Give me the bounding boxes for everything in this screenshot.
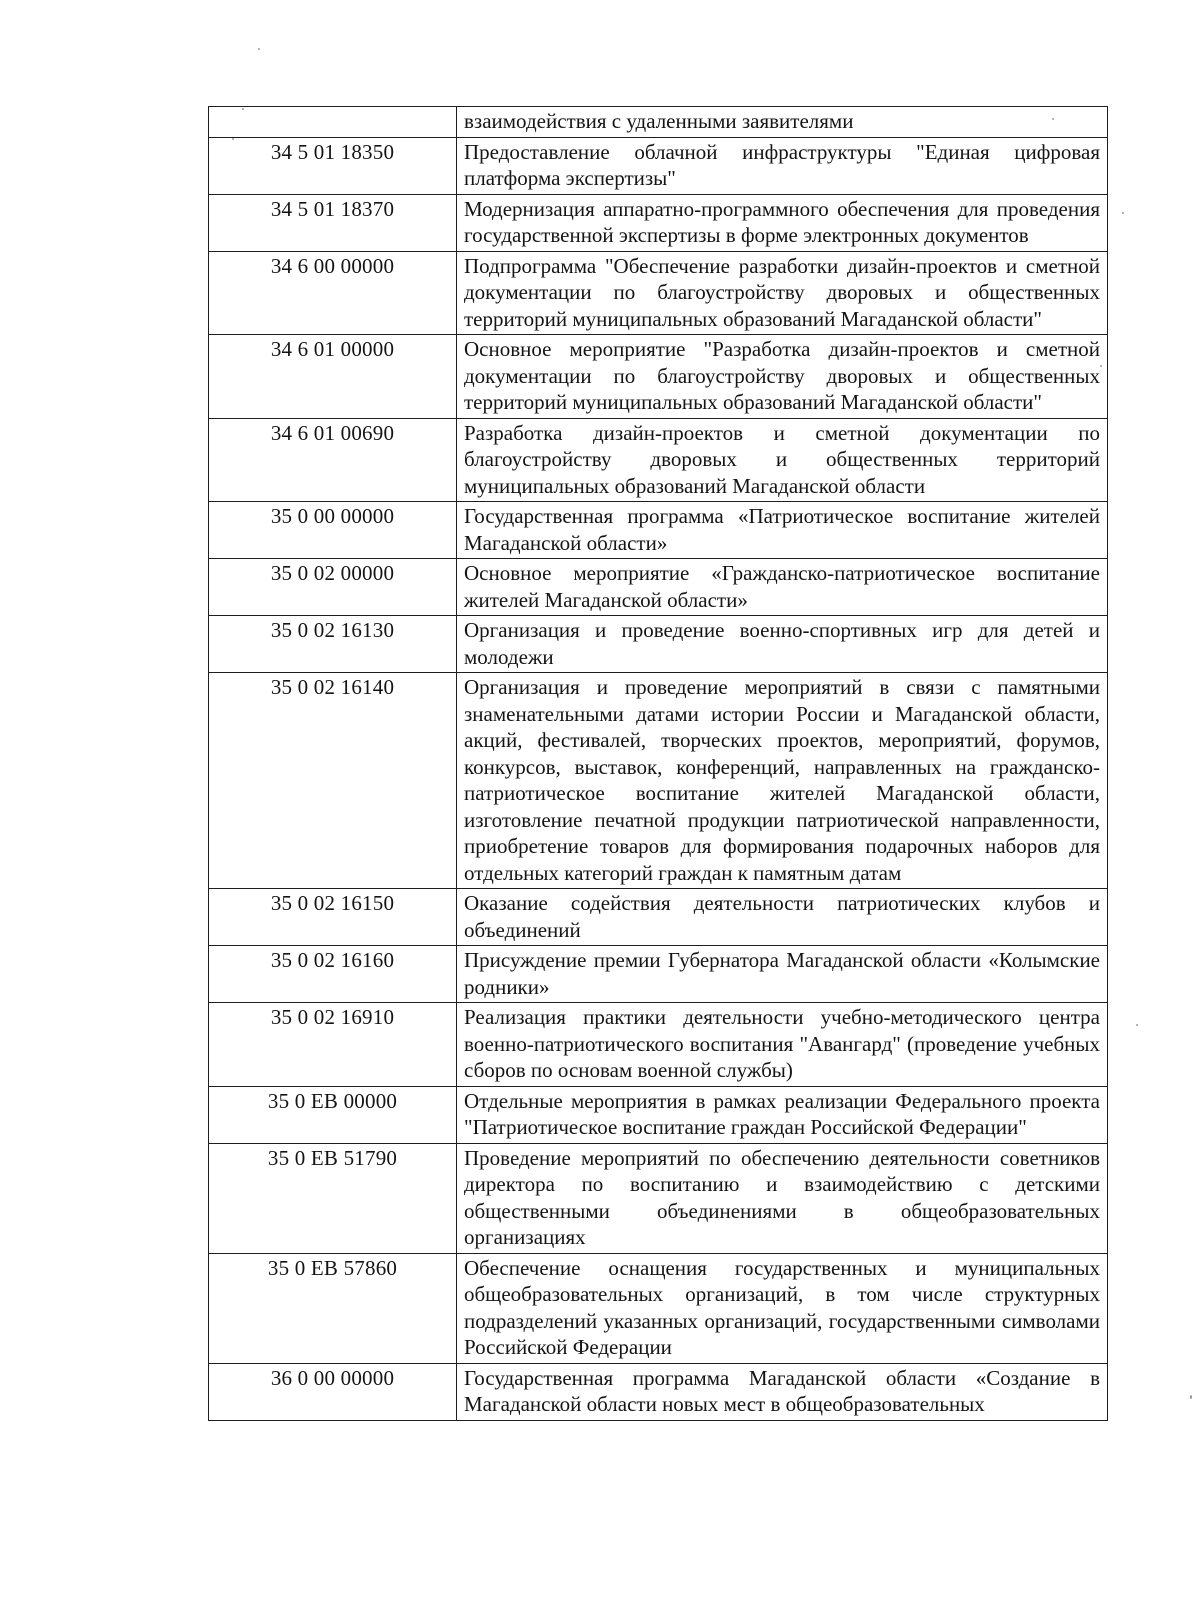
code-text: 34 6 01 00000 [270,337,395,361]
table-row [209,1086,1108,1143]
description-cell: Подпрограмма "Обеспечение разработки дизайн-проектов и сметной документации по благоустройству дворовых и общественных территорий муниципальных образований Магаданской области" [457,251,1108,335]
table-row [209,137,1108,194]
code-text: 35 0 02 16130 [270,618,395,642]
code-cell [209,889,457,946]
code-text: 35 0 02 16910 [270,1005,395,1029]
scan-speck [1052,118,1054,120]
code-cell [209,1003,457,1087]
description-cell: Основное мероприятие «Гражданско-патриотическое воспитание жителей Магаданской области» [457,559,1108,616]
table-row [209,418,1108,502]
description-cell: Разработка дизайн-проектов и сметной документации по благоустройству дворовых и общественных территорий муниципальных образований Магаданской области [457,418,1108,502]
code-text: 35 0 02 00000 [270,561,395,585]
table-row [209,889,1108,946]
code-cell [209,194,457,251]
code-text: 34 6 00 00000 [270,253,395,278]
description-cell: Оказание содействия деятельности патриотических клубов и объединений [457,889,1108,946]
table-row [209,194,1108,251]
table-row [209,502,1108,559]
code-text: 35 0 02 16140 [270,675,395,699]
code-cell [209,946,457,1003]
code-text: 36 0 00 00000 [270,1365,395,1390]
description-cell: Реализация практики деятельности учебно-методического центра военно-патриотического воспитания "Авангард" (проведение учебных сборов по основам военной службы) [457,1003,1108,1087]
scan-speck [232,138,234,140]
table-row [209,1003,1108,1087]
code-text: 34 5 01 18350 [270,139,395,164]
table-row [209,1143,1108,1253]
code-text: 34 5 01 18370 [270,196,395,221]
description-cell: Проведение мероприятий по обеспечению деятельности советников директора по воспитанию и взаимодействию с детскими общественными объединениями в общеобразовательных организациях [457,1143,1108,1253]
code-text: 35 0 00 00000 [270,504,395,528]
table-row [209,1363,1108,1420]
code-cell [209,335,457,419]
scan-speck [1136,1024,1138,1026]
table-row [209,251,1108,335]
scan-speck [1122,212,1124,214]
description-cell: Государственная программа Магаданской области «Создание в Магаданской области новых мест в общеобразовательных [457,1363,1108,1420]
code-cell [209,1363,457,1420]
code-cell [209,137,457,194]
code-text: 35 0 02 16160 [270,948,395,972]
scan-speck [258,48,260,50]
code-text: 35 0 EB 00000 [267,1088,398,1113]
description-cell: Модернизация аппаратно-программного обеспечения для проведения государственной экспертизы в форме электронных документов [457,194,1108,251]
scan-speck [1190,1395,1192,1399]
code-cell [209,1253,457,1363]
table-row [209,559,1108,616]
table-row [209,616,1108,673]
table-row [209,673,1108,889]
code-text: 35 0 02 16150 [270,891,395,915]
code-cell [209,251,457,335]
code-text: 34 6 01 00690 [270,420,395,445]
code-cell [209,1086,457,1143]
code-cell [209,616,457,673]
classification-table [208,106,1108,1421]
code-cell [209,107,457,138]
description-cell: Обеспечение оснащения государственных и муниципальных общеобразовательных организаций, в том числе структурных подразделений указанных организаций, государственными символами Российской Федерации [457,1253,1108,1363]
code-cell [209,418,457,502]
description-cell: взаимодействия с удаленными заявителями [457,107,1108,138]
code-text: 35 0 EB 51790 [267,1145,398,1170]
table-row [209,335,1108,419]
code-cell [209,673,457,889]
scan-speck [1100,365,1102,367]
table-row [209,946,1108,1003]
description-cell: Основное мероприятие "Разработка дизайн-проектов и сметной документации по благоустройству дворовых и общественных территорий муниципальных образований Магаданской области" [457,335,1108,419]
description-cell: Организация и проведение мероприятий в связи с памятными знаменательными датами истории России и Магаданской области, акций, фестивалей, творческих проектов, мероприятий, форумов, конкурсов, выставок, конференций, направленных на гражданско-патриотическое воспитание жителей Магаданской области, изготовление печатной продукции патриотической направленности, приобретение товаров для формирования подарочных наборов для отдельных категорий граждан к памятным датам [457,673,1108,889]
code-cell [209,1143,457,1253]
description-cell: Отдельные мероприятия в рамках реализации Федерального проекта "Патриотическое воспитание граждан Российской Федерации" [457,1086,1108,1143]
table-row [209,107,1108,138]
table-row [209,1253,1108,1363]
description-cell: Государственная программа «Патриотическое воспитание жителей Магаданской области» [457,502,1108,559]
description-cell: Предоставление облачной инфраструктуры "Единая цифровая платформа экспертизы" [457,137,1108,194]
description-cell: Организация и проведение военно-спортивных игр для детей и молодежи [457,616,1108,673]
description-cell: Присуждение премии Губернатора Магаданской области «Колымские родники» [457,946,1108,1003]
scan-speck [242,108,244,110]
code-text: 35 0 EB 57860 [267,1255,398,1280]
code-cell [209,559,457,616]
code-cell [209,502,457,559]
